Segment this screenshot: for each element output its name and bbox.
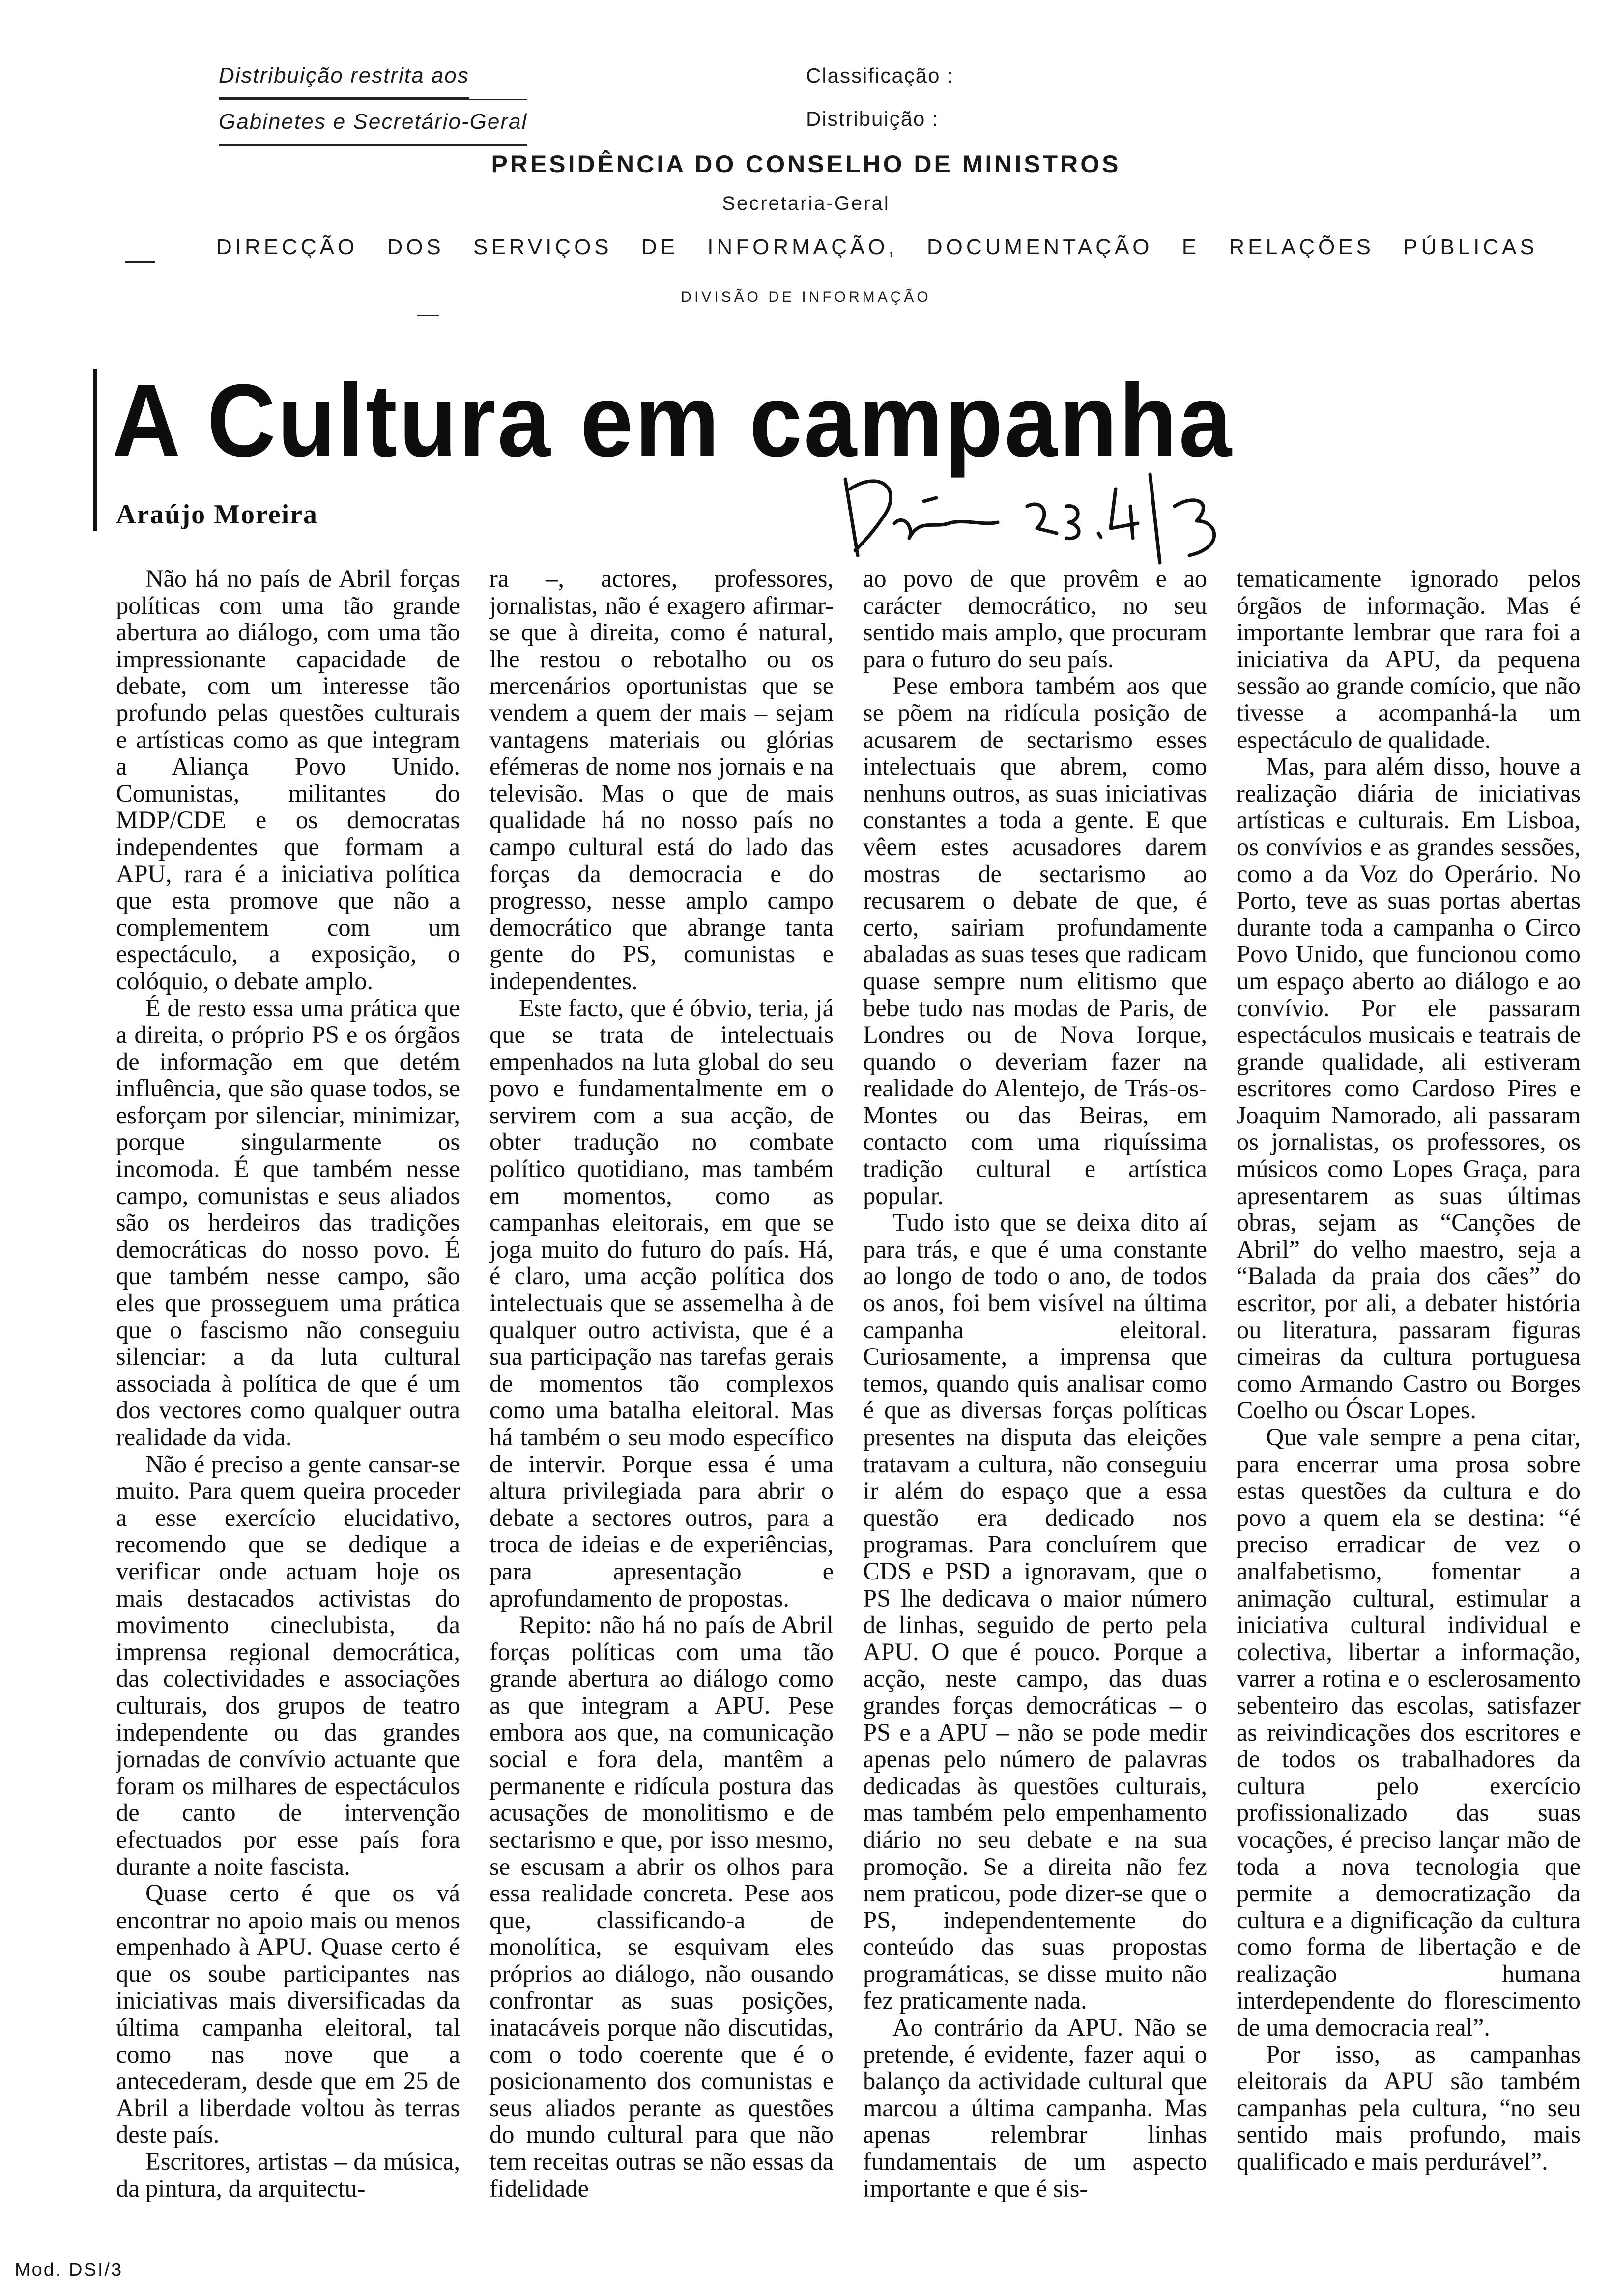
article-paragraph: tematicamente ignorado pelos órgãos de informação. Mas é importante lembrar que rara foi a iniciativa da APU, da pequena sessão ao grande comício, que não tivesse a acompanhá-la um espectáculo de qualidade. [1237,565,1581,753]
divisao-heading: DIVISÃO DE INFORMAÇÃO [681,289,931,305]
article-paragraph: Repito: não há no país de Abril forças políticas com uma tão grande abertura ao diálogo como as que integram a APU. Pese embora aos que, na comunicação social e fora dela, mantêm a permanente e ridícula postura das acusações de monolitismo e de sectarismo e que, por isso mesmo, se escusam a abrir os olhos para essa realidade concreta. Pese aos que, classificando-a de monolítica, se esquivam eles próprios ao diálogo, não ousando confrontar as suas posições, inatacáveis porque não discutidas, com o todo coerente que é o posicionamento dos comunistas e seus aliados perante as questões do mundo cultural para que não tem receitas outras se não essas da fidelidade [489,1611,834,2202]
handwritten-date-note [835,459,1288,568]
article-paragraph: ao povo de que provêm e ao carácter democrático, no seu sentido mais amplo, que procuram para o futuro do seu país. [863,565,1207,673]
article-author: Araújo Moreira [116,499,318,530]
article-paragraph: Pese embora também aos que se põem na ridícula posição de acusarem de sectarismo esses intelectuais que abrem, como nenhuns outros, as suas iniciativas constantes a toda a gente. E que vêem estes acusadores darem mostras de sectarismo ao recusarem o debate de que, é certo, sairiam profundamente abaladas as suas teses que radicam quase sempre num elitismo que bebe tudo nas modas de Paris, de Londres ou de Nova Iorque, quando o deveriam fazer na realidade do Alentejo, de Trás-os-Montes ou das Beiras, em contacto com uma riquíssima tradição cultural e artística popular. [863,672,1207,1209]
distribution-line-1: Distribuição restrita aos [219,54,469,99]
article-paragraph: Escritores, artistas – da música, da pintura, da arquitectu- [116,2148,460,2202]
article-paragraph: Este facto, que é óbvio, teria, já que se trata de intelectuais empenhados na luta global do seu povo e fundamentalmente em o servirem com a sua acção, de obter tradução no combate político quotidiano, mas também em momentos, como as campanhas eleitorais, em que se joga muito do futuro do país. Há, é claro, uma acção política dos intelectuais que se assemelha à de qualquer outro activista, que é a sua participação nas tarefas gerais de momentos tão complexos como uma batalha eleitoral. Mas há também o seu modo específico de intervir. Porque essa é uma altura privilegiada para abrir o debate a sectores outros, para a troca de ideias e de experiências, para apresentação e aprofundamento de propostas. [489,994,834,1612]
article-paragraph: Ao contrário da APU. Não se pretende, é evidente, fazer aqui o balanço da actividade cultural que marcou a última campanha. Mas apenas relembrar linhas fundamentais de um aspecto importante e que é sis- [863,2013,1207,2202]
divider-dash [417,315,439,316]
distribuicao-label: Distribuição : [806,107,939,130]
title-bar [93,369,97,531]
article-paragraph: É de resto essa uma prática que a direita, o próprio PS e os órgãos de informação em que detém influência, que são quase todos, se esforçam por silenciar, minimizar, porque singularmente os incomoda. É que também nesse campo, comunistas e seus aliados são os herdeiros das tradições democráticas do nosso povo. É que também nesse campo, são eles que prosseguem uma prática que o fascismo não conseguiu silenciar: a da luta cultural associada à política de que é um dos vectores como qualquer outra realidade da vida. [116,994,460,1451]
article-paragraph: Não há no país de Abril forças políticas com uma tão grande abertura ao diálogo, com uma tão impressionante capacidade de debate, com um interesse tão profundo pelas questões culturais e artísticas como as que integram a Aliança Povo Unido. Comunistas, militantes do MDP/CDE e os democratas independentes que formam a APU, rara é a iniciativa política que esta promove que não a complementem com um espectáculo, a exposição, o colóquio, o debate amplo. [116,565,460,995]
article-paragraph: Mas, para além disso, houve a realização diária de iniciativas artísticas e culturais. Em Lisboa, os convívios e as grandes sessões, como a da Voz do Operário. No Porto, teve as suas portas abertas durante toda a campanha o Circo Povo Unido, que funcionou como um espaço aberto ao diálogo e ao convívio. Por ele passaram espectáculos musicais e teatrais de grande qualidade, ali estiveram escritores como Cardoso Pires e Joaquim Namorado, ali passaram os jornalistas, os professores, os músicos como Lopes Graça, para apresentarem as suas últimas obras, sejam as “Canções de Abril” do velho maestro, seja a “Balada da praia dos cães” do escritor, por ali, a debater história ou literatura, passaram figuras cimeiras da cultura portuguesa como Armando Castro ou Borges Coelho ou Óscar Lopes. [1237,752,1581,1424]
article-paragraph: Quase certo é que os vá encontrar no apoio mais ou menos empenhado à APU. Quase certo é que os soube participantes nas iniciativas mais diversificadas da última campanha eleitoral, tal como nas nove que a antecederam, desde que em 25 de Abril a liberdade voltou às terras deste país. [116,1879,460,2149]
article-column-1 [116,565,460,2256]
article-column-4 [1237,565,1581,2256]
article-column-3 [863,565,1207,2256]
article-title: A Cultura em campanha [112,363,1234,478]
article-paragraph: ra –, actores, professores, jornalistas, não é exagero afirmar-se que à direita, como é natural, lhe restou o rebotalho ou os mercenários oportunistas que se vendem a quem der mais – sejam vantagens materiais ou glórias efémeras de nome nos jornais e na televisão. Mas o que de mais qualidade há no nosso país no campo cultural está do lado das forças da democracia e do progresso, nesse amplo campo democrático que abrange tanta gente do PS, comunistas e independentes. [489,565,834,995]
secretaria-heading: Secretaria-Geral [722,193,890,214]
article-column-2 [489,565,834,2256]
distribution-note [219,54,527,146]
article-paragraph: Por isso, as campanhas eleitorais da APU são também campanhas pela cultura, “no seu sentido mais profundo, mais qualificado e mais perdurável”. [1237,2040,1581,2176]
article-paragraph: Que vale sempre a pena citar, para encerrar uma prosa sobre estas questões da cultura e do povo a quem ela se destina: “é preciso erradicar de vez o analfabetismo, fomentar a animação cultural, estimular a iniciativa cultural individual e colectiva, libertar a informação, varrer a rotina e o esclerosamento sebenteiro das escolas, satisfazer as reivindicações dos escritores e de todos os trabalhadores da cultura pelo exercício profissionalizado das suas vocações, é preciso lançar mão de toda a nova tecnologia que permite a democratização da cultura e a dignificação da cultura como forma de libertação e de realização humana interdependente do florescimento de uma democracia real”. [1237,1423,1581,2041]
margin-dash [125,261,155,263]
classification-block [806,54,954,141]
ministry-heading: PRESIDÊNCIA DO CONSELHO DE MINISTROS [491,150,1121,178]
article-paragraph: Não é preciso a gente cansar-se muito. Para quem queira proceder a esse exercício elucidativo, recomendo que se dedique a verificar onde actuam hoje os mais destacados activistas do movimento cineclubista, da imprensa regional democrática, das colectividades e associações culturais, dos grupos de teatro independente ou das grandes jornadas de convívio actuante que foram os milhares de espectáculos de canto de intervenção efectuados por esse país fora durante a noite fascista. [116,1450,460,1880]
form-code: Mod. DSI/3 [15,2260,123,2280]
distribution-line-2: Gabinetes e Secretário-Geral [219,100,527,145]
direccao-heading: DIRECÇÃO DOS SERVIÇOS DE INFORMAÇÃO, DOCUMENTAÇÃO E RELAÇÕES PÚBLICAS [216,235,1538,259]
classificacao-label: Classificação : [806,64,954,87]
article-paragraph: Tudo isto que se deixa dito aí para trás, e que é uma constante ao longo de todo o ano, de todos os anos, foi bem visível na última campanha eleitoral. Curiosamente, a imprensa que temos, quando quis analisar como é que as diversas forças políticas presentes na disputa das eleições tratavam a cultura, não conseguiu ir além do espaço que a essa questão era dedicado nos programas. Para concluírem que CDS e PSD a ignoravam, que o PS lhe dedicava o maior número de linhas, seguido de perto pela APU. O que é pouco. Porque a acção, neste campo, das duas grandes forças democráticas – o PS e a APU – não se pode medir apenas pelo número de palavras dedicadas às questões culturais, mas também pelo empenhamento diário no seu debate e na sua promoção. Se a direita não fez nem praticou, pode dizer-se que o PS, independentemente do conteúdo das suas propostas programáticas, se disse muito não fez praticamente nada. [863,1208,1207,2014]
